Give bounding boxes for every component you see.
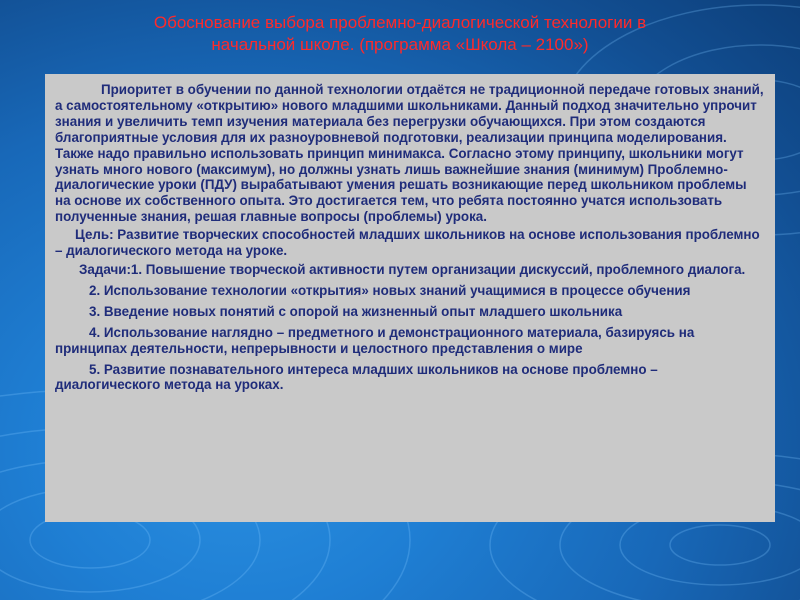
slide-title [40, 12, 760, 56]
task-item-4: 4. Использование наглядно – предметного и демонстрационного материала, базируясь на принципах деятельности, непрерывности и целостного представления о мире [55, 324, 695, 356]
task-item-2: 2. Использование технологии «открытия» новых знаний учащимися в процессе обучения [89, 282, 691, 298]
intro-paragraph: Приоритет в обучении по данной технологии отдаётся не традиционной передаче готовых знаний, а самостоятельному «открытию» нового младшими школьниками. Данный подход значительно упрочит знания и увеличить темп изучения материала без перегрузки обучающихся. При этом создаются благоприятные условия для их разноуровневой подготовки, реализации принципа моделирования. Также надо правильно использовать принцип минимакса. Согласно этому принципу, школьники могут узнать много нового (максимум), но должны узнать лишь важнейшие знания (минимум) Проблемно-диалогические уроки (ПДУ) вырабатывают умения решать возникающие перед школьником проблемы на основе их собственного опыта. Это достигается тем, что ребята постоянно учатся использовать полученные знания, решая главные вопросы (проблемы) урока. [55, 82, 764, 225]
title-line-1: Обоснование выбора проблемно-диалогической технологии в [153, 13, 647, 32]
task-item-3: 3. Введение новых понятий с опорой на жизненный опыт младшего школьника [89, 303, 623, 319]
title-line-2: начальной школе. (программа «Школа – 2100») [211, 35, 589, 54]
goal-paragraph: Цель: Развитие творческих способностей младших школьников на основе использования проблемно – диалогического метода на уроке. [55, 227, 760, 259]
task-item-5: 5. Развитие познавательного интереса младших школьников на основе проблемно – диалогического метода на уроках. [55, 361, 658, 393]
tasks-intro: Задачи:1. Повышение творческой активности путем организации дискуссий, проблемного диалога. [79, 261, 746, 277]
content-panel [45, 74, 775, 522]
